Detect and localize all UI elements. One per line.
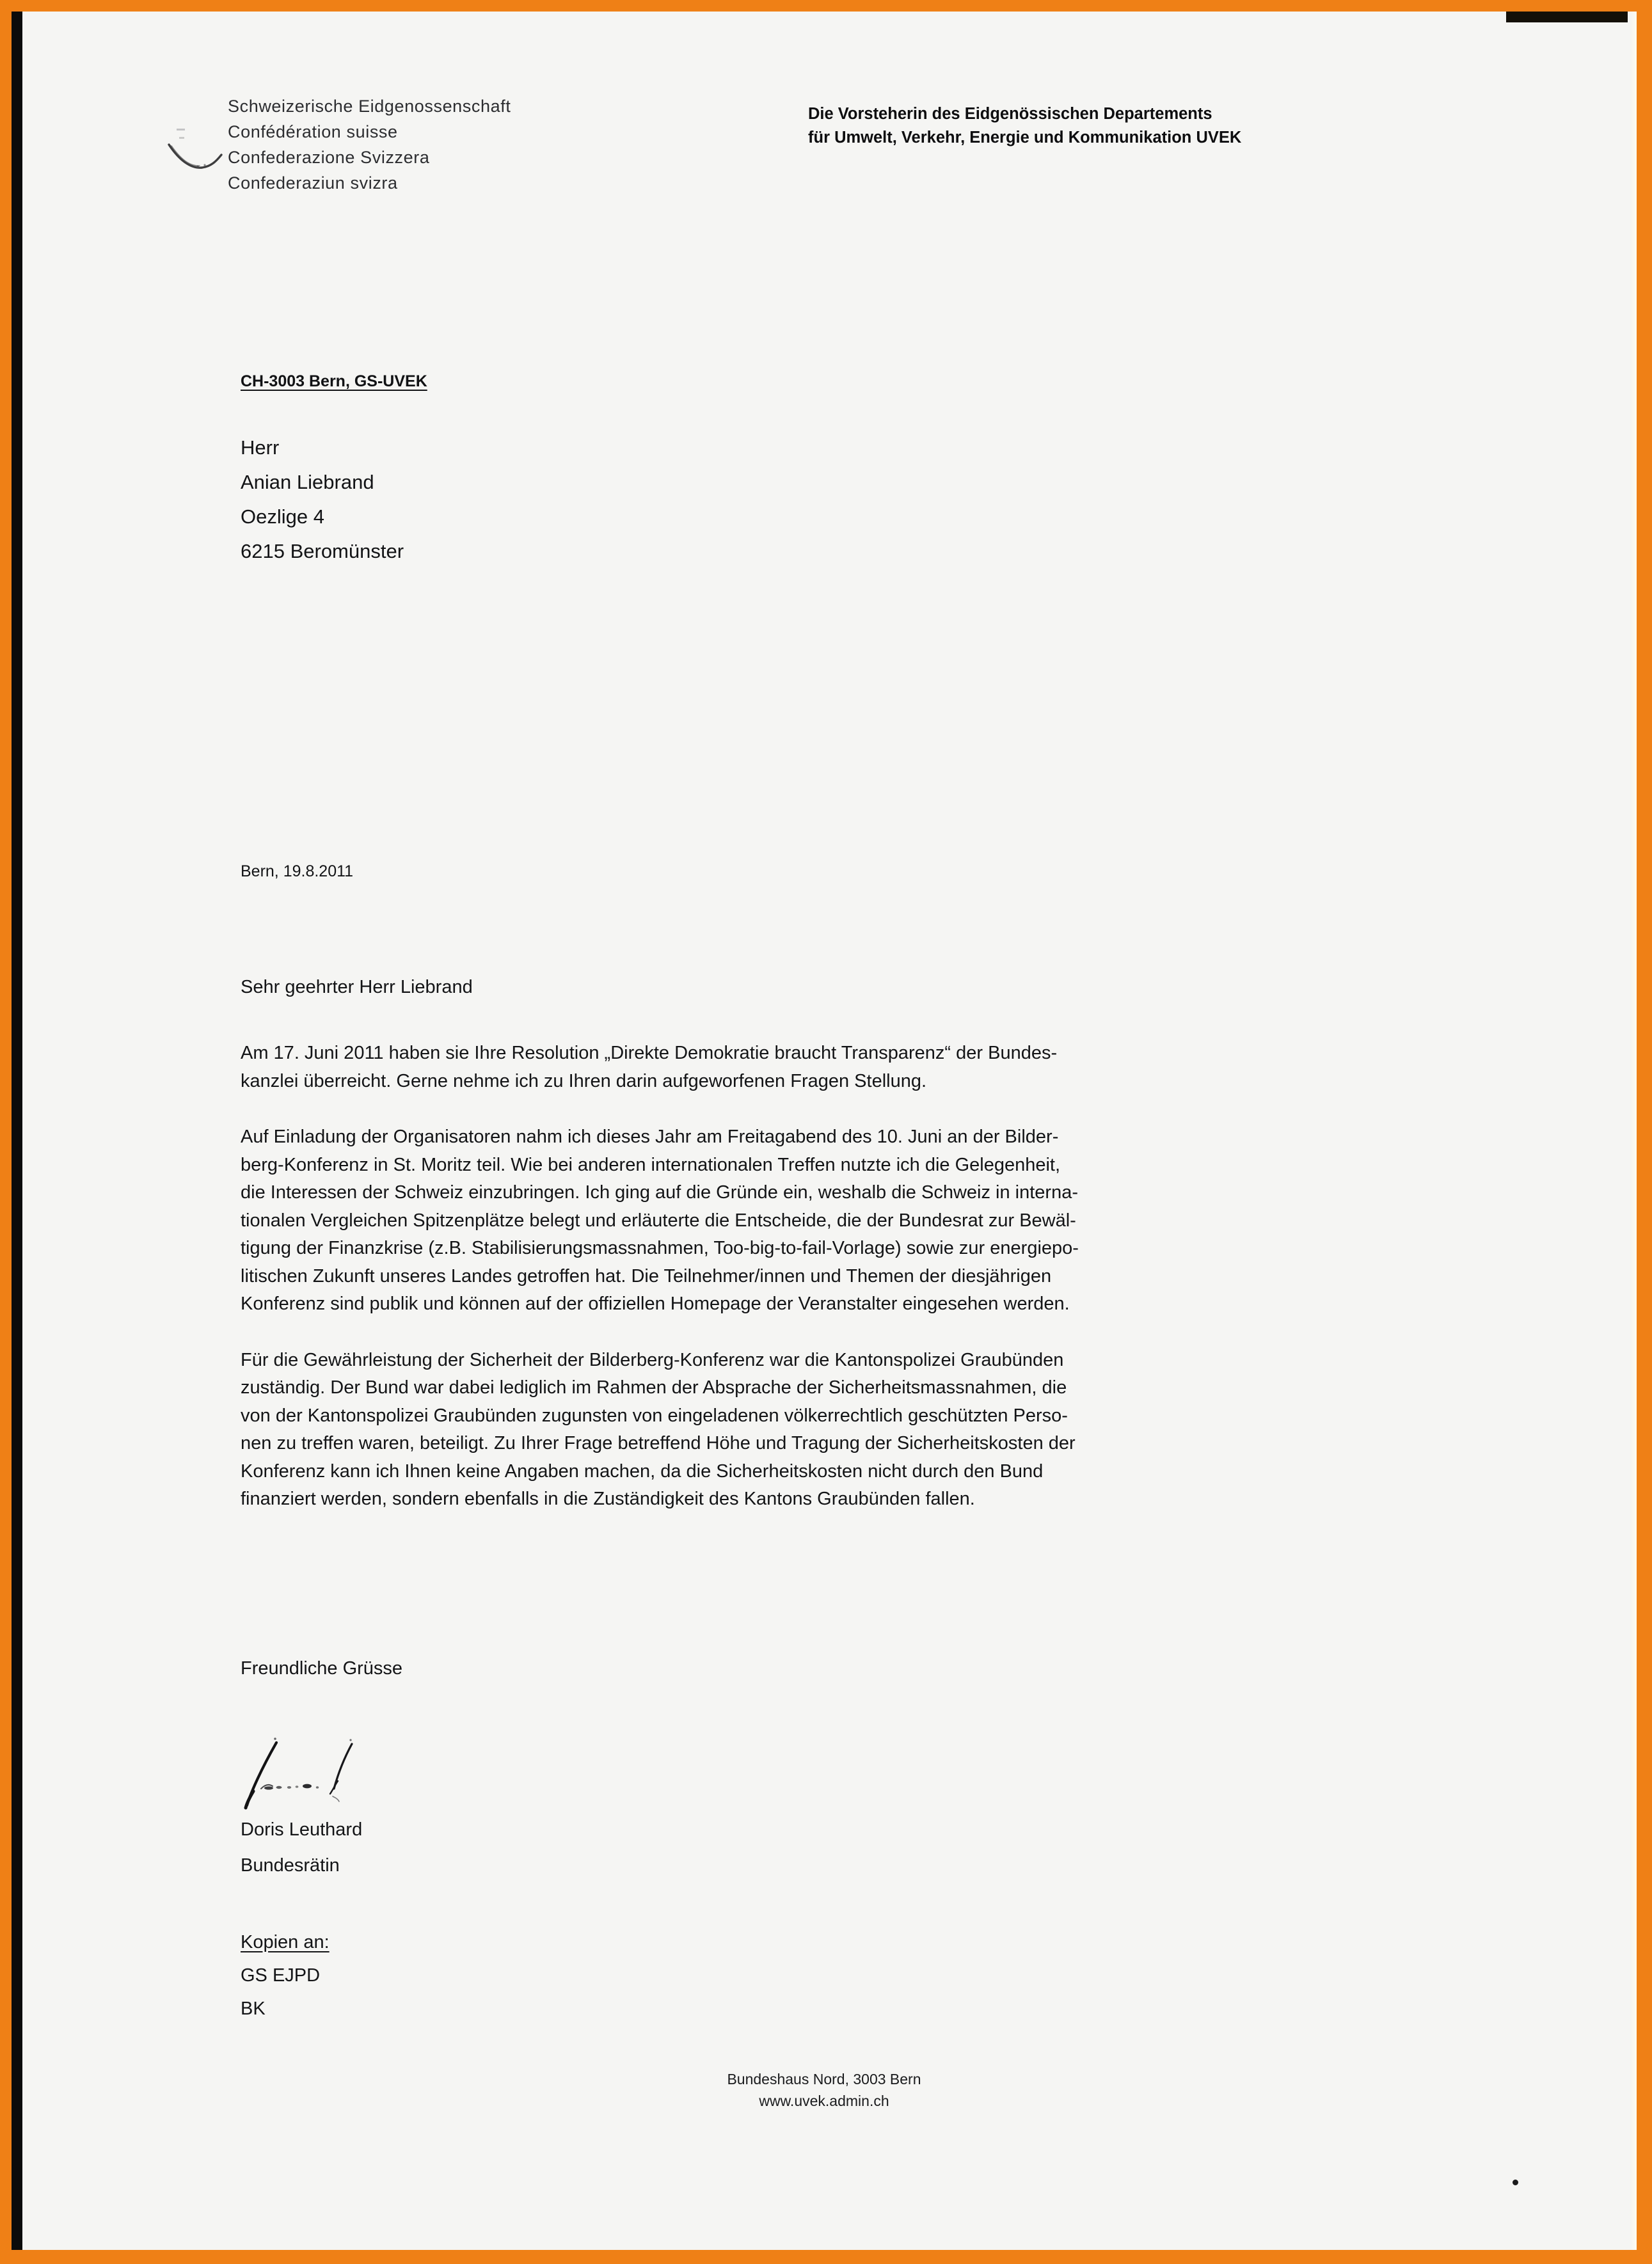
return-address: CH-3003 Bern, GS-UVEK — [241, 372, 427, 390]
letterhead-line-it: Confederazione Svizzera — [228, 148, 430, 167]
signer-name: Doris Leuthard — [241, 1819, 363, 1840]
letter-body — [241, 974, 1456, 1542]
paragraph-resolution — [241, 1040, 1456, 1095]
department-header-line-2: für Umwelt, Verkehr, Energie und Kommunikation UVEK — [808, 129, 1242, 146]
paragraph-bilderberg — [241, 1123, 1456, 1318]
letterhead-line-rm: Confederaziun svizra — [228, 173, 398, 193]
letter-page — [12, 12, 1637, 2250]
paragraph-line: Auf Einladung der Organisatoren nahm ich dieses Jahr am Freitagabend des 10. Juni an der Bilder- — [241, 1127, 1059, 1147]
recipient-salutation: Herr — [241, 436, 280, 459]
paragraph-line: Konferenz kann ich Ihnen keine Angaben machen, da die Sicherheitskosten nicht durch den Bund — [241, 1461, 1044, 1482]
paragraph-line: tionalen Vergleichen Spitzenplätze belegt und erläuterte die Entscheide, die der Bundesrat zur Bewäl- — [241, 1210, 1076, 1231]
closing-greeting-text: Freundliche Grüsse — [241, 1658, 403, 1679]
scanned-page — [12, 12, 1637, 2250]
paragraph-line: tigung der Finanzkrise (z.B. Stabilisierungsmassnahmen, Too-big-to-fail-Vorlage) sowie zur energiepo- — [241, 1238, 1079, 1258]
letterhead-line-de: Schweizerische Eidgenossenschaft — [228, 97, 511, 116]
scan-edge-artifact-right — [1630, 12, 1637, 2250]
letterhead-line-fr: Confédération suisse — [228, 122, 398, 141]
handwritten-signature — [237, 1721, 454, 1817]
recipient-name: Anian Liebrand — [241, 471, 374, 493]
scan-smudge-artifact — [1506, 12, 1628, 22]
paragraph-line: berg-Konferenz in St. Moritz teil. Wie bei anderen internationalen Treffen nutzte ich die Gelegenheit, — [241, 1154, 1061, 1175]
paragraph-line: Am 17. Juni 2011 haben sie Ihre Resolution „Direkte Demokratie braucht Transparenz“ der Bundes- — [241, 1043, 1058, 1063]
recipient-address — [241, 431, 404, 569]
paragraph-security — [241, 1347, 1456, 1514]
copies-item: BK — [241, 1999, 266, 2019]
paragraph-line: zuständig. Der Bund war dabei lediglich im Rahmen der Absprache der Sicherheitsmassnahmen, die — [241, 1377, 1067, 1398]
letter-salutation: Sehr geehrter Herr Liebrand — [241, 977, 473, 997]
paragraph-line: Konferenz sind publik und können auf der offiziellen Homepage der Veranstalter eingesehen werden. — [241, 1294, 1070, 1314]
scan-edge-artifact-left — [12, 12, 22, 2250]
paragraph-line: nen zu treffen waren, beteiligt. Zu Ihrer Frage betreffend Höhe und Tragung der Sicherheitskosten der — [241, 1433, 1076, 1453]
page-footer — [12, 2068, 1637, 2112]
footer-address: Bundeshaus Nord, 3003 Bern — [727, 2071, 921, 2087]
letterhead — [228, 93, 714, 196]
recipient-street: Oezlige 4 — [241, 505, 324, 528]
paragraph-line: von der Kantonspolizei Graubünden zugunsten von eingeladenen völkerrechtlich geschützten Perso- — [241, 1405, 1068, 1426]
paragraph-line: finanziert werden, sondern ebenfalls in die Zuständigkeit des Kantons Graubünden fallen. — [241, 1489, 975, 1509]
department-header — [808, 102, 1448, 150]
date-line: Bern, 19.8.2011 — [241, 862, 354, 880]
paragraph-line: die Interessen der Schweiz einzubringen. Ich ging auf die Gründe ein, weshalb die Schweiz in interna- — [241, 1182, 1078, 1203]
signer-title: Bundesrätin — [241, 1855, 340, 1876]
department-header-line-1: Die Vorsteherin des Eidgenössischen Departements — [808, 105, 1212, 123]
ink-dot-artifact — [1513, 2180, 1518, 2185]
paragraph-line: kanzlei überreicht. Gerne nehme ich zu Ihren darin aufgeworfenen Fragen Stellung. — [241, 1070, 927, 1091]
copies-block — [241, 1926, 330, 2025]
paragraph-line: litischen Zukunft unseres Landes getroffen hat. Die Teilnehmer/innen und Themen der diesjährigen — [241, 1265, 1052, 1286]
signer-block — [241, 1812, 362, 1883]
closing-greeting — [241, 1656, 402, 1681]
paragraph-line: Für die Gewährleistung der Sicherheit der Bilderberg-Konferenz war die Kantonspolizei Graubünden — [241, 1349, 1064, 1370]
footer-website: www.uvek.admin.ch — [759, 2093, 889, 2109]
recipient-city: 6215 Beromünster — [241, 540, 404, 562]
copies-title: Kopien an: — [241, 1932, 330, 1952]
copies-item: GS EJPD — [241, 1965, 321, 1986]
